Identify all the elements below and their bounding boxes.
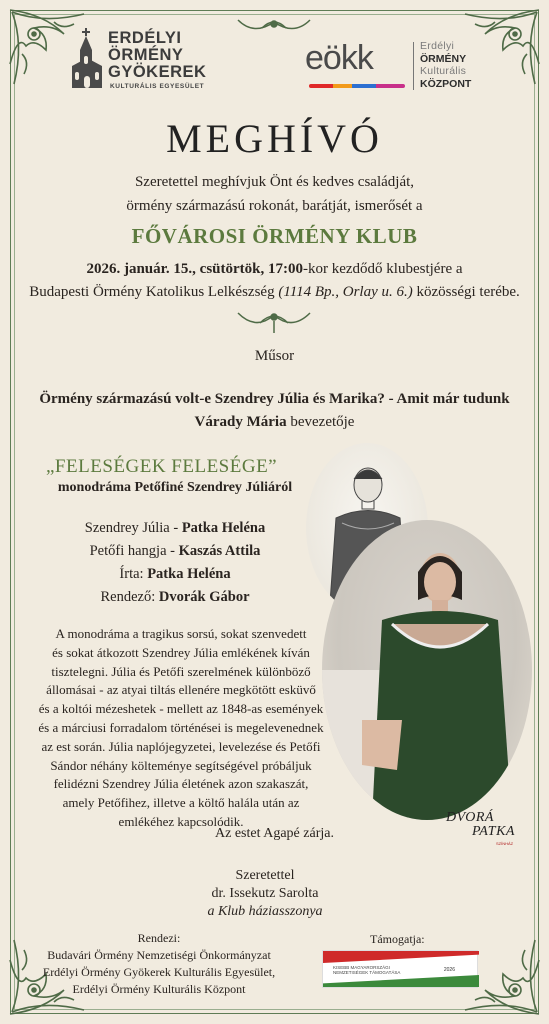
closing-note: Az estet Agapé zárja. bbox=[215, 826, 334, 841]
club-name: FŐVÁROSI ÖRMÉNY KLUB bbox=[131, 224, 418, 248]
inner-frame bbox=[14, 14, 535, 1010]
eokk-logo bbox=[305, 38, 505, 98]
play-description: A monodráma a tragikus sorsú, sokat szenvedett és sokat átkozott Szendrey Júlia emlékének kíván tisztelegni. Júlia és Petőfi szerelmének különböző állomásai - az atyai tiltás ellenére megkötött esküvő és a koltói mézeshetek - mellett az 1848-as események és a márciusi forradalom történései is megelevenednek az est során. Júlia naplójegyzetei, levelezése és Petőfi Sándor néhány költeménye segítségével próbáljuk felidézni Szendrey Júlia életének azon szakaszát, amely Petőfihez, illetve a költő halála után az emlékéhez kapcsolódik. bbox=[38, 626, 324, 829]
eokk-name: Erdélyi ÖRMÉNY Kulturális KÖZPONT bbox=[420, 40, 472, 90]
org-subtitle-left: KULTURÁLIS EGYESÜLET bbox=[110, 83, 205, 90]
divider-ornament bbox=[234, 305, 314, 335]
play-title: „FELESÉGEK FELESÉGE” bbox=[46, 456, 278, 477]
event-date-venue: 2026. január. 15., csütörtök, 17:00-kor kezdődő klubestjére a Budapesti Örmény Katolikus Lelkészség (1114 Bp., Orlay u. 6.) közösségi terébe. bbox=[29, 261, 520, 300]
actress-photo-image bbox=[322, 520, 532, 820]
play-subtitle: monodráma Petőfiné Szendrey Júliáról bbox=[57, 480, 293, 495]
org-name-left: ERDÉLYI ÖRMÉNY GYÖKEREK bbox=[108, 29, 207, 81]
dvorak-patka-theatre-logo: DVORÁ PATKA SZÍNHÁZ bbox=[446, 810, 515, 846]
program-label: Műsor bbox=[254, 348, 295, 364]
intro-text: Szeretettel meghívjuk Önt és kedves családját, örmény származású rokonát, barátját, ismerősét a bbox=[126, 174, 423, 214]
invitation-title: MEGHÍVÓ bbox=[166, 116, 383, 161]
cast-line: Írta: Patka Heléna bbox=[119, 566, 231, 582]
erdelyi-ormeny-gyokerek-logo bbox=[70, 26, 230, 96]
cast-line: Petőfi hangja - Kaszás Attila bbox=[89, 543, 261, 559]
eokk-colorbar bbox=[309, 84, 405, 88]
cast-line: Szendrey Júlia - Patka Heléna bbox=[84, 520, 266, 536]
signature-role: a Klub háziasszonya bbox=[207, 904, 323, 919]
talk-title: Örmény származású volt-e Szendrey Júlia és Marika? - Amit már tudunk bbox=[39, 391, 510, 407]
organizers-label: Rendezi: bbox=[137, 931, 181, 945]
signature-name: dr. Issekutz Sarolta bbox=[211, 886, 319, 901]
sponsor-logo: KISEBB MAGYARORSZÁGI NEMZETISÉGEK TÁMOGATÁSA 2026 bbox=[322, 950, 478, 988]
talk: Örmény származású volt-e Szendrey Júlia és Marika? - Amit már tudunk Várady Mária bevezetője bbox=[0, 388, 549, 434]
speaker-name: Várady Mária bbox=[194, 414, 287, 430]
top-ornament bbox=[234, 14, 314, 38]
organizers-block: Rendezi: Budavári Örmény Nemzetiségi Önkormányzat Erdélyi Örmény Gyökerek Kulturális Egyesület, Erdélyi Örmény Kulturális Központ bbox=[24, 930, 294, 998]
cast-line: Rendező: Dvorák Gábor bbox=[100, 589, 250, 605]
signature-greeting: Szeretettel bbox=[235, 868, 295, 883]
church-icon bbox=[70, 28, 104, 90]
sponsor-label: Támogatja: bbox=[370, 932, 425, 946]
eokk-divider bbox=[413, 42, 414, 90]
eokk-wordmark: eökk bbox=[305, 39, 373, 77]
